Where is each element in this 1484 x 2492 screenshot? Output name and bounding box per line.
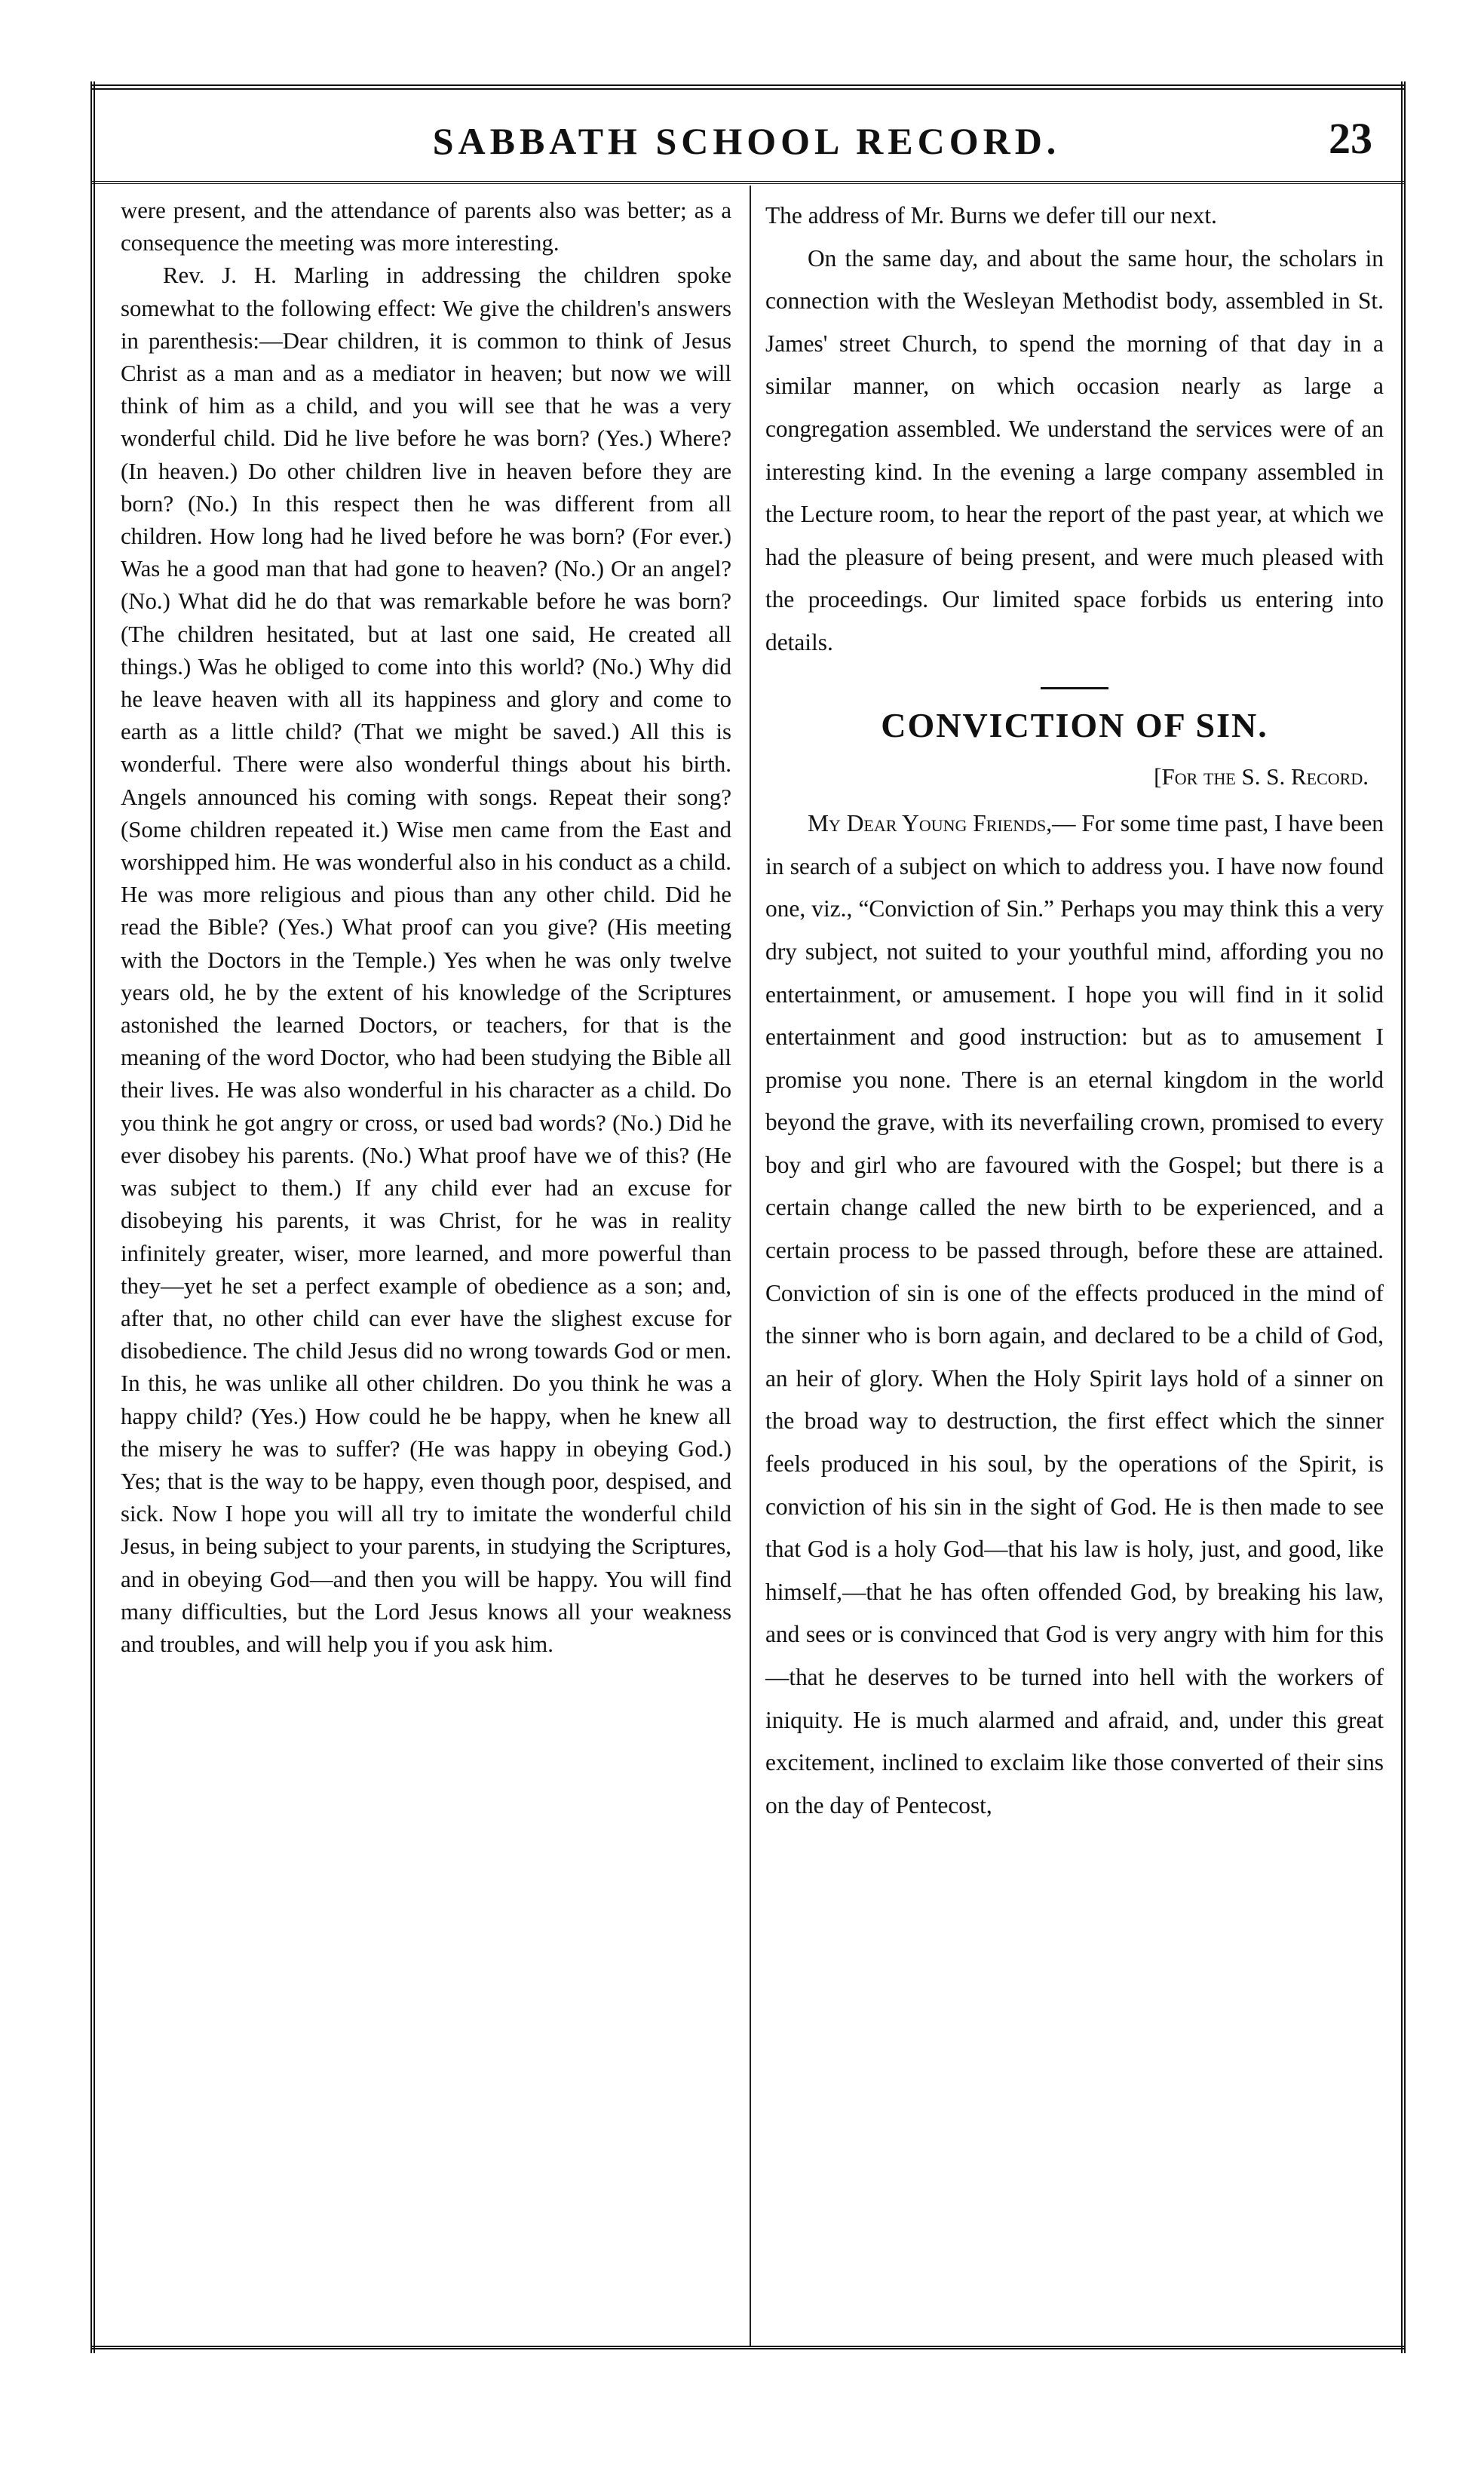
section-divider-rule xyxy=(1041,687,1108,689)
right-column xyxy=(765,195,1384,1827)
right-paragraph-3-text: — For some time past, I have been in search of a subject on which to address you. I have now found one, viz., “Conviction of Sin.” Perhaps you may think this a very dry subject, not suited to your youthful mind, affording you no entertainment, or amusement. I hope you will find in it solid entertainment and good instruction: but as to amusement I promise you none. There is an eternal kingdom in the world beyond the grave, with its neverfailing crown, promised to every boy and girl who are favoured with the Gospel; but there is a certain change called the new birth to be experienced, and a certain process to be passed through, before these are attained. Conviction of sin is one of the effects produced in the mind of the sinner who is born again, and declared to be a child of God, an heir of glory. When the Holy Spirit lays hold of a sinner on the broad way to destruction, the first effect which the sinner feels produced in his soul, by the operations of the Spirit, is conviction of his sin in the sight of God. He is then made to see that God is a holy God—that his law is holy, just, and good, like himself,—that he has often offended God, by breaking his law, and sees or is convinced that God is very angry with him for this—that he deserves to be turned into hell with the workers of iniquity. He is much alarmed and afraid, and, under this great excitement, inclined to exclaim like those converted of their sins on the day of Pentecost, xyxy=(765,810,1384,1818)
left-paragraph-2: Rev. J. H. Marling in addressing the children spoke somewhat to the following effect: We give the children's answers in parenthesis:—Dear children, it is common to think of Jesus Christ as a man and as a mediator in heaven; but now we will think of him as a child, and you will see that he was a very wonderful child. Did he live before he was born? (Yes.) Where? (In heaven.) Do other children live in heaven before they are born? (No.) In this respect then he was different from all children. How long had he lived before he was born? (For ever.) Was he a good man that had gone to heaven? (No.) Or an angel? (No.) What did he do that was remarkable before he was born? (The children hesitated, but at last one said, He created all things.) Was he obliged to come into this world? (No.) Why did he leave heaven with all its happiness and glory and come to earth as a little child? (That we might be saved.) All this is wonderful. There were also wonderful things about his birth. Angels announced his coming with songs. Repeat their song? (Some children repeated it.) Wise men came from the East and worshipped him. He was wonderful also in his conduct as a child. He was more religious and pious than any other child. Did he read the Bible? (Yes.) What proof can you give? (His meeting with the Doctors in the Temple.) Yes when he was only twelve years old, he by the extent of his knowledge of the Scriptures astonished the learned Doctors, or teachers, for that is the meaning of the word Doctor, who had been studying the Bible all their lives. He was also wonderful in his character as a child. Do you think he got angry or cross, or used bad words? (No.) Did he ever disobey his parents. (No.) What proof have we of this? (He was subject to them.) If any child ever had an excuse for disobeying his parents, it was Christ, for he was in reality infinitely greater, wiser, more learned, and more powerful than they—yet he set a perfect example of obedience as a son; and, after that, no other child can ever have the slighest excuse for disobedience. The child Jesus did no wrong towards God or men. In this, he was unlike all other children. Do you think he was a happy child? (Yes.) How could he be happy, when he knew all the misery he was to suffer? (He was happy in obeying God.) Yes; that is the way to be happy, even though poor, despised, and sick. Now I hope you will all try to imitate the wonderful child Jesus, in being subject to your parents, in studying the Scriptures, and in obeying God—and then you will be happy. You will find many difficulties, but the Lord Jesus knows all your weakness and troubles, and will help you if you ask him. xyxy=(121,262,731,1657)
column-divider xyxy=(750,186,751,2347)
bottom-border-rule xyxy=(90,2346,1406,2349)
right-paragraph-2: On the same day, and about the same hour, the scholars in connection with the Wesleyan Methodist body, assembled in St. James' street Church, to spend the morning of that day in a similar manner, on which occasion nearly as large a congregation assembled. We understand the services were of an interesting kind. In the evening a large company assembled in the Lecture room, to hear the report of the past year, at which we had the pleasure of being present, and were much pleased with the proceedings. Our limited space forbids us entering into details. xyxy=(765,244,1384,655)
left-paragraph-1: were present, and the attendance of parents also was better; as a consequence the meeting was more interesting. xyxy=(121,198,731,256)
salutation: My Dear Young Friends, xyxy=(808,810,1053,837)
section-title: CONVICTION OF SIN. xyxy=(881,705,1268,744)
page-number: 23 xyxy=(1329,114,1372,163)
attribution-line: [For the S. S. Record. xyxy=(1154,763,1369,790)
left-column xyxy=(121,195,731,1661)
right-paragraph-3 xyxy=(765,803,1384,1827)
header-rule xyxy=(90,181,1406,184)
page-header xyxy=(113,113,1380,181)
right-paragraph-1: The address of Mr. Burns we defer till our next. xyxy=(765,202,1217,229)
page-title: SABBATH SCHOOL RECORD. xyxy=(432,120,1061,162)
